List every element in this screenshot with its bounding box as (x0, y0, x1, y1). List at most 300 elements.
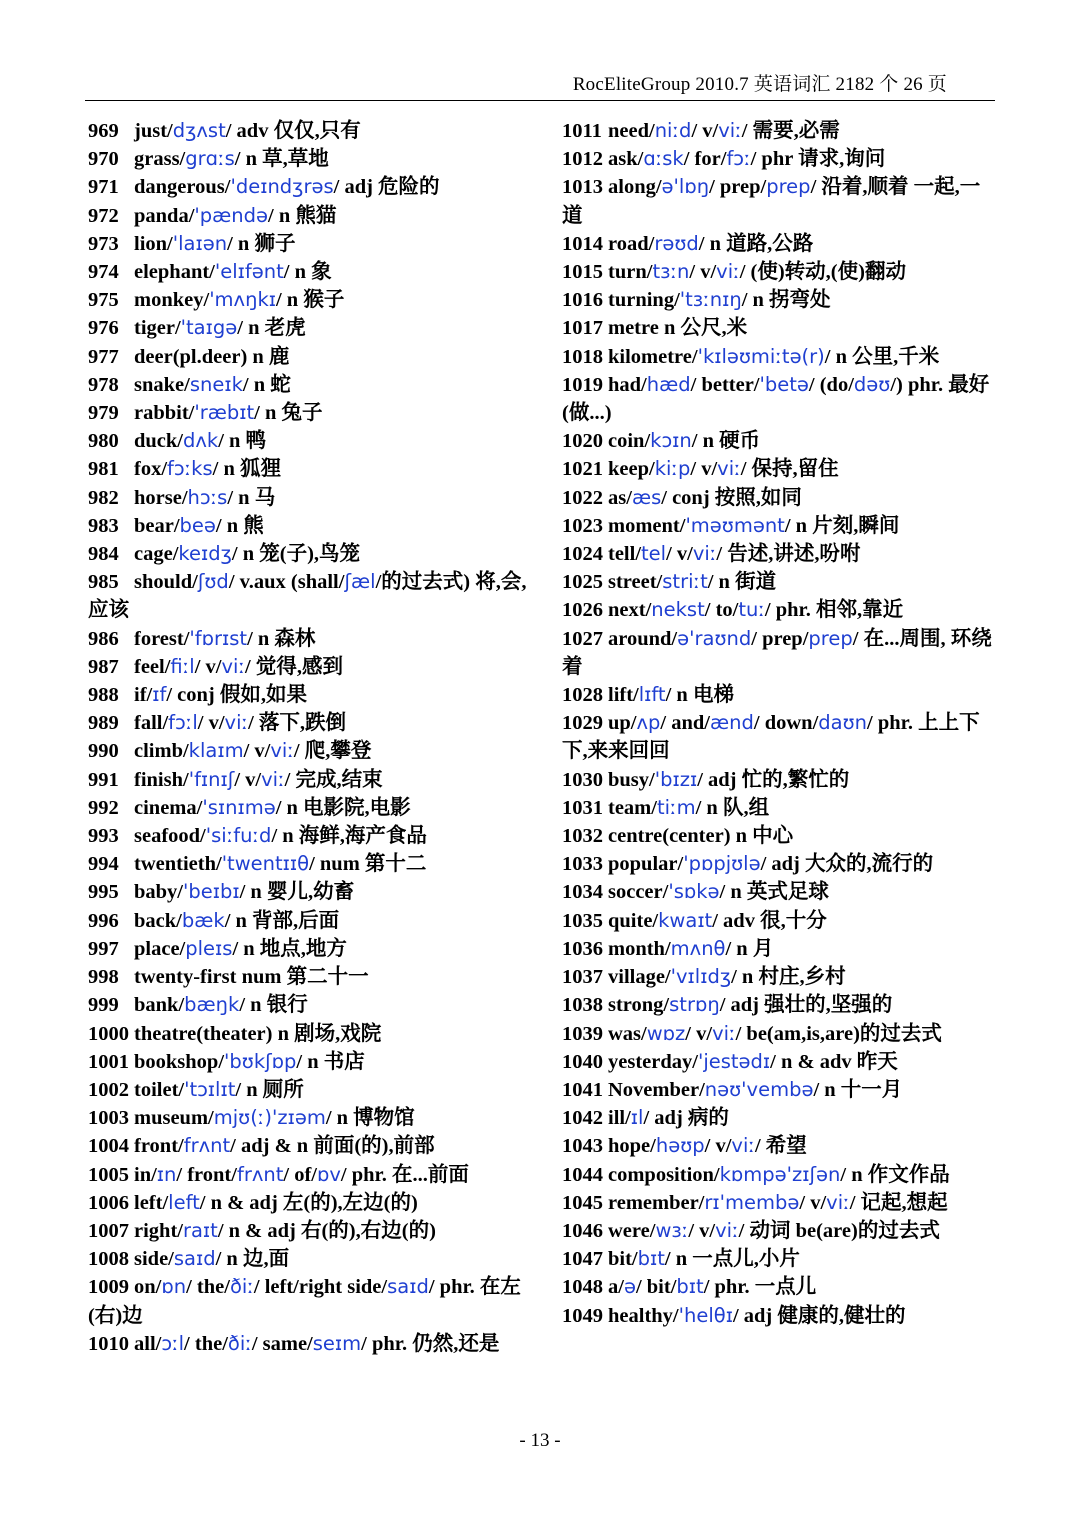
entry-text: / 需要,必需 (741, 120, 840, 142)
phonetic-transcription: 'helθɪ (678, 1303, 733, 1327)
vocab-entry (562, 1161, 994, 1189)
vocab-entry (562, 512, 994, 540)
phonetic-transcription: mʌnθ (670, 936, 726, 960)
phonetic-transcription: 'laɪən (172, 231, 228, 255)
entry-text: / v/ (691, 120, 719, 142)
entry-text: road/ (608, 232, 655, 255)
vocab-entry (88, 173, 533, 201)
entry-text: / 在...周围, 环绕着 (562, 627, 992, 678)
entry-text: / v/ (197, 712, 225, 735)
phonetic-transcription: ʃæl (344, 570, 376, 594)
entry-text: / same/ (251, 1332, 313, 1355)
phonetic-transcription: bɪt (676, 1275, 704, 1299)
entry-number: 1032 (562, 825, 603, 848)
phonetic-transcription: klaɪm (188, 739, 244, 763)
entry-text: / phr. 相邻,靠近 (764, 599, 904, 622)
entry-text: / n 老虎 (237, 317, 306, 340)
phonetic-transcription: rɪ'membə (704, 1190, 800, 1214)
entry-text: snake/ (134, 373, 190, 396)
entry-text: / front/ (176, 1163, 237, 1186)
entry-number: 1019 (562, 373, 603, 396)
phonetic-transcription: 'pɒpjʊlə (683, 852, 761, 876)
phonetic-transcription: fɔːks (167, 457, 213, 481)
entry-text: tiger/ (134, 317, 181, 340)
vocab-entry (562, 314, 994, 342)
entry-text: back/ (134, 909, 182, 932)
phonetic-transcription: wɜː (655, 1218, 689, 1242)
entry-text: kilometre/ (608, 345, 698, 368)
phonetic-transcription: niːd (654, 119, 692, 142)
entry-number: 996 (88, 909, 119, 932)
phonetic-transcription: 'bɪzɪ (654, 767, 698, 791)
vocab-entry (562, 963, 994, 991)
vocab-entry (88, 850, 533, 878)
entry-text: / n 婴儿,幼畜 (239, 881, 355, 904)
vocab-entry (562, 1189, 994, 1217)
entry-number: 1004 (88, 1135, 129, 1158)
phonetic-transcription: 'beɪbɪ (183, 880, 240, 904)
phonetic-transcription: bɪt (637, 1247, 665, 1271)
entry-number: 1001 (88, 1050, 129, 1073)
entry-text: / 告述,讲述,吩咐 (716, 543, 861, 566)
entry-text: place/ (134, 937, 186, 960)
phonetic-transcription: 'tɔɪlɪt (184, 1077, 236, 1101)
phonetic-transcription: hɔːs (187, 485, 228, 509)
vocab-entry (562, 258, 994, 286)
entry-text: composition/ (608, 1163, 720, 1186)
phonetic-transcription: ə (623, 1275, 636, 1299)
entry-number: 1037 (562, 966, 603, 989)
phonetic-transcription: wɒz (646, 1021, 686, 1045)
entry-text: keep/ (608, 458, 655, 481)
phonetic-transcription: æs (631, 485, 662, 509)
vocab-entry (88, 878, 533, 906)
entry-text: / n 硬币 (691, 430, 761, 453)
entry-number: 990 (88, 740, 119, 763)
entry-text: / adj 强壮的,坚强的 (719, 994, 893, 1017)
entry-text: / of/ (283, 1163, 317, 1186)
entry-text: panda/ (134, 204, 195, 227)
entry-text: climb/ (134, 740, 189, 763)
entry-text: right/ (134, 1219, 183, 1242)
entry-text: / 希望 (754, 1135, 807, 1158)
entry-number: 985 (88, 571, 119, 594)
vocab-entry (88, 766, 533, 794)
entry-text: fall/ (134, 712, 169, 735)
phonetic-transcription: grɑːs (185, 147, 235, 171)
entry-text: / v/ (685, 1022, 713, 1045)
phonetic-transcription: 'pændə (194, 203, 269, 227)
entry-text: / n 英式足球 (719, 881, 829, 904)
vocab-entry (562, 540, 994, 568)
entry-number: 1042 (562, 1107, 603, 1130)
phonetic-transcription: daʊn (818, 711, 867, 735)
phonetic-transcription: dʒʌst (172, 119, 226, 142)
phonetic-transcription: rəʊd (654, 231, 699, 255)
entry-text: / n 厕所 (235, 1078, 304, 1101)
entry-number: 1006 (88, 1191, 129, 1214)
phonetic-transcription: lɪft (638, 683, 666, 707)
phonetic-transcription: 'bʊkʃɒp (224, 1049, 297, 1073)
phonetic-transcription: tuː (738, 598, 765, 622)
header-text: RocEliteGroup 2010.7 英语词汇 2182 个 26 页 (572, 74, 947, 95)
entry-text: lion/ (134, 232, 173, 255)
phonetic-transcription: 'ræbɪt (194, 401, 255, 425)
entry-text: / phr. 在左(右)边 (88, 1276, 521, 1327)
entry-text: tell/ (608, 543, 642, 566)
vocab-entry (88, 935, 533, 963)
entry-text: / n 一点儿,小片 (664, 1248, 800, 1271)
entry-number: 1022 (562, 486, 603, 509)
entry-text: / phr. 上上下下,来来回回 (562, 712, 980, 763)
vocab-entry (562, 1076, 994, 1104)
entry-text: / n 象 (283, 261, 332, 284)
vocab-entry (88, 1161, 533, 1189)
entry-number: 983 (88, 514, 119, 537)
vocab-entry (88, 963, 533, 991)
phonetic-transcription: prep (808, 626, 853, 650)
entry-text: duck/ (134, 430, 183, 453)
entry-text: / be(am,is,are)的过去式 (735, 1022, 942, 1045)
phonetic-transcription: viː (270, 739, 294, 763)
entry-text: month/ (608, 937, 671, 960)
entry-number: 995 (88, 881, 119, 904)
entry-text: / n 街道 (707, 571, 777, 594)
phonetic-transcription: 'tɜːnɪŋ (679, 288, 742, 312)
vocab-entry (562, 455, 994, 483)
entry-text: / n 草,草地 (234, 148, 329, 171)
entry-text: monkey/ (134, 289, 210, 312)
right-column (562, 117, 994, 1330)
entry-text: / n 书店 (296, 1050, 365, 1073)
entry-text: coin/ (608, 430, 651, 453)
phonetic-transcription: viː (731, 1134, 755, 1158)
entry-text: / better/ (690, 373, 760, 396)
entry-number: 994 (88, 853, 119, 876)
phonetic-transcription: ɪf (152, 683, 167, 707)
entry-text: bookshop/ (134, 1050, 225, 1073)
entry-text: / 记起,想起 (849, 1191, 948, 1214)
phonetic-transcription: viː (712, 1021, 736, 1045)
entry-number: 1039 (562, 1022, 603, 1045)
entry-text: / and/ (660, 712, 710, 735)
vocab-entry (562, 343, 994, 371)
entry-text: / n 公里,千米 (824, 345, 940, 368)
vocab-entry (88, 202, 533, 230)
phonetic-transcription: viː (221, 654, 246, 678)
vocab-entry (88, 737, 533, 765)
entry-number: 1028 (562, 684, 603, 707)
phonetic-transcription: 'sɒkə (668, 880, 720, 904)
entry-number: 1038 (562, 994, 603, 1017)
entry-text: remember/ (608, 1191, 705, 1214)
vocab-entry (562, 878, 994, 906)
vocab-entry (88, 1245, 533, 1273)
page-header (85, 64, 995, 101)
vocab-entry (562, 935, 994, 963)
entry-number: 1005 (88, 1163, 129, 1186)
entry-text: street/ (608, 571, 663, 594)
vocab-entry (88, 484, 533, 512)
entry-number: 1043 (562, 1135, 603, 1158)
entry-text: / left/right side/ (253, 1276, 388, 1299)
phonetic-transcription: frʌnt (236, 1162, 284, 1186)
vocab-entry (88, 907, 533, 935)
entry-number: 987 (88, 655, 119, 678)
phonetic-transcription: ɪl (630, 1106, 644, 1130)
entry-number: 1034 (562, 881, 603, 904)
vocab-entry (562, 709, 994, 765)
entry-text: along/ (608, 176, 662, 199)
entry-text: / v/ (243, 740, 271, 763)
entry-number: 998 (88, 966, 119, 989)
phonetic-transcription: ə'lɒŋ (661, 175, 710, 199)
vocab-entry (562, 1104, 994, 1132)
entry-text: / n & adj 右(的),右边(的) (217, 1219, 436, 1242)
phonetic-transcription: kwaɪt (658, 908, 713, 932)
phonetic-transcription: ɒv (317, 1162, 341, 1186)
entry-number: 969 (88, 120, 119, 142)
entry-text: / conj 假如,如果 (166, 684, 307, 707)
vocab-entry (88, 427, 533, 455)
phonetic-transcription: viː (715, 1218, 739, 1242)
vocab-entry (562, 230, 994, 258)
phonetic-transcription: tiːm (656, 795, 696, 819)
entry-text: cinema/ (134, 796, 203, 819)
entry-text: front/ (134, 1135, 184, 1158)
phonetic-transcription: seɪm (312, 1331, 362, 1355)
entry-text: / n 马 (227, 486, 276, 509)
entry-text: / 完成,结束 (284, 768, 383, 791)
entry-text: in/ (134, 1163, 157, 1186)
entry-number: 1025 (562, 571, 603, 594)
entry-number: 971 (88, 176, 119, 199)
phonetic-transcription: kɔɪn (650, 429, 692, 453)
phonetic-transcription: bæk (181, 908, 225, 932)
entry-number: 1031 (562, 796, 603, 819)
entry-text: busy/ (608, 768, 655, 791)
vocab-entry (88, 455, 533, 483)
phonetic-transcription: saɪd (173, 1247, 216, 1271)
phonetic-transcription: prep (766, 175, 811, 199)
vocab-entry (88, 1273, 533, 1329)
entry-text: / adj & n 前面(的),前部 (230, 1135, 435, 1158)
phonetic-transcription: viː (224, 711, 249, 735)
entry-number: 1033 (562, 853, 603, 876)
phonetic-transcription: 'sɪnɪmə (202, 795, 276, 819)
entry-number: 989 (88, 712, 119, 735)
entry-text: / n 作文作品 (840, 1163, 950, 1186)
entry-text: as/ (608, 486, 632, 509)
phonetic-transcription: fɔː (726, 147, 751, 171)
vocab-entry (88, 1076, 533, 1104)
entry-text: / n 兔子 (254, 402, 323, 425)
entry-text: / n 熊 (215, 514, 264, 537)
entry-text: lift/ (608, 684, 639, 707)
entry-text: / n 狐狸 (212, 458, 281, 481)
entry-text: on/ (134, 1276, 162, 1299)
entry-text: elephant/ (134, 261, 215, 284)
vocab-entry (562, 286, 994, 314)
entry-text: / n 鸭 (218, 430, 267, 453)
vocab-entry (562, 850, 994, 878)
entry-text: left/ (134, 1191, 169, 1214)
entry-number: 1003 (88, 1107, 129, 1130)
phonetic-transcription: sneɪk (189, 372, 243, 396)
entry-text: / n 猴子 (275, 289, 345, 312)
entry-number: 1046 (562, 1219, 603, 1242)
entry-number: 1035 (562, 909, 603, 932)
vocab-entry (88, 653, 533, 681)
entry-text: team/ (608, 796, 657, 819)
entry-number: 984 (88, 543, 119, 566)
vocab-entry (562, 625, 994, 681)
entry-number: 1015 (562, 261, 603, 284)
entry-text: ask/ (608, 148, 644, 171)
entry-number: 988 (88, 684, 119, 707)
phonetic-transcription: nəʊ'vembə (704, 1077, 814, 1101)
entry-number: 975 (88, 289, 119, 312)
entry-number: 1040 (562, 1050, 603, 1073)
vocab-entry (88, 1330, 533, 1358)
entry-number: 972 (88, 204, 119, 227)
phonetic-transcription: viː (692, 542, 717, 566)
entry-text: dangerous/ (134, 176, 231, 199)
vocab-entry (88, 117, 533, 145)
vocab-entry (88, 625, 533, 653)
entry-text: grass/ (134, 148, 186, 171)
entry-text: bear/ (134, 514, 180, 537)
entry-text: / n 笼(子),鸟笼 (231, 543, 361, 566)
phonetic-transcription: dʌk (183, 429, 219, 453)
entry-number: 1014 (562, 232, 603, 255)
entry-text: was/ (608, 1022, 647, 1045)
entry-number: 986 (88, 627, 119, 650)
entry-text: forest/ (134, 627, 190, 650)
entry-text: bit/ (608, 1248, 638, 1271)
entry-text: / v/ (689, 261, 717, 284)
vocab-entry (88, 371, 533, 399)
vocab-entry (562, 1245, 994, 1273)
phonetic-transcription: mjʊ(ː)'zɪəm (213, 1106, 326, 1130)
phonetic-transcription: 'betə (759, 372, 809, 396)
entry-text: hope/ (608, 1135, 656, 1158)
entry-number: 1047 (562, 1248, 603, 1271)
phonetic-transcription: fiːl (170, 654, 195, 678)
phonetic-transcription: dəʊ (853, 372, 891, 396)
entry-text: moment/ (608, 514, 686, 537)
entry-text: a/ (608, 1276, 624, 1299)
entry-text: around/ (608, 627, 678, 650)
phonetic-transcription: viː (717, 457, 741, 481)
entry-text: / adj 危险的 (333, 176, 440, 199)
phonetic-transcription: ɔːl (161, 1331, 185, 1355)
entry-number: 1041 (562, 1078, 603, 1101)
entry-number: 1010 (88, 1332, 129, 1355)
entry-text: / adv 很,十分 (712, 909, 827, 932)
vocab-entry (88, 512, 533, 540)
entry-number: 977 (88, 345, 119, 368)
vocab-entry (88, 1048, 533, 1076)
phonetic-transcription: 'elɪfənt (214, 260, 284, 284)
vocab-entry (562, 427, 994, 455)
phonetic-transcription: beə (179, 513, 216, 537)
entry-text: cage/ (134, 543, 179, 566)
entry-text: / (do/ (808, 373, 854, 396)
entry-text: toilet/ (134, 1078, 185, 1101)
entry-text: / 落下,跌倒 (248, 712, 347, 735)
entry-text: turning/ (608, 289, 680, 312)
vocab-entry (88, 1020, 533, 1048)
entry-number: 1018 (562, 345, 603, 368)
phonetic-transcription: 'taɪgə (180, 316, 238, 340)
phonetic-transcription: 'siːfuːd (205, 824, 272, 848)
entry-text: / for/ (683, 148, 727, 171)
entry-text: / 沿着,顺着 一起,一道 (562, 176, 981, 227)
phonetic-transcription: 'vɪlɪdʒ (670, 965, 732, 989)
entry-text: / adj 忙的,繁忙的 (697, 768, 850, 791)
phonetic-transcription: 'kɪləʊmiːtə(r) (697, 344, 825, 368)
vocab-entry (88, 399, 533, 427)
phonetic-transcription: pleɪs (185, 936, 233, 960)
entry-text: / v/ (690, 458, 718, 481)
entry-number: 1024 (562, 543, 603, 566)
entry-text: / n 队,组 (695, 796, 770, 819)
vocab-entry (88, 794, 533, 822)
entry-number: 1036 (562, 937, 603, 960)
phonetic-transcription: 'mʌŋkɪ (209, 288, 276, 312)
vocab-entry (88, 1189, 533, 1217)
vocab-entry (562, 596, 994, 624)
vocab-entry (88, 314, 533, 342)
entry-text: / adj 病的 (643, 1107, 729, 1130)
entry-text: / n 森林 (247, 627, 316, 650)
phonetic-transcription: ɑːsk (643, 147, 684, 171)
entry-text: turn/ (608, 261, 653, 284)
vocab-entry (562, 484, 994, 512)
phonetic-transcription: 'məʊmənt (685, 513, 785, 537)
entry-number: 1009 (88, 1276, 129, 1299)
entry-text: side/ (134, 1248, 174, 1271)
vocab-entry (562, 681, 994, 709)
vocab-entry (88, 681, 533, 709)
vocab-entry (88, 568, 533, 624)
vocab-entry (562, 822, 994, 850)
vocab-entry (562, 1217, 994, 1245)
entry-text: feel/ (134, 655, 171, 678)
entry-text: twentieth/ (134, 853, 222, 876)
entry-number: 991 (88, 768, 119, 791)
entry-text: / v/ (234, 768, 262, 791)
entry-text: / n 道路,公路 (698, 232, 814, 255)
phonetic-transcription: kɒmpə'zɪʃən (719, 1162, 841, 1186)
entry-text: / n 拐弯处 (741, 289, 831, 312)
phonetic-transcription: viː (718, 119, 742, 142)
entry-text: / n 背部,后面 (224, 909, 340, 932)
entry-number: 970 (88, 148, 119, 171)
entry-text: quite/ (608, 909, 659, 932)
entry-text: / n 电梯 (665, 684, 734, 707)
entry-text: baby/ (134, 881, 183, 904)
entry-text: / n 地点,地方 (232, 937, 347, 960)
entry-text: village/ (608, 966, 671, 989)
phonetic-transcription: viː (826, 1190, 850, 1214)
entry-text: bank/ (134, 994, 185, 1017)
phonetic-transcription: 'fɒrɪst (189, 626, 248, 650)
entry-text: / n 边,面 (215, 1248, 290, 1271)
entry-text: strong/ (608, 994, 670, 1017)
entry-text: / (使)转动,(使)翻动 (739, 261, 906, 284)
